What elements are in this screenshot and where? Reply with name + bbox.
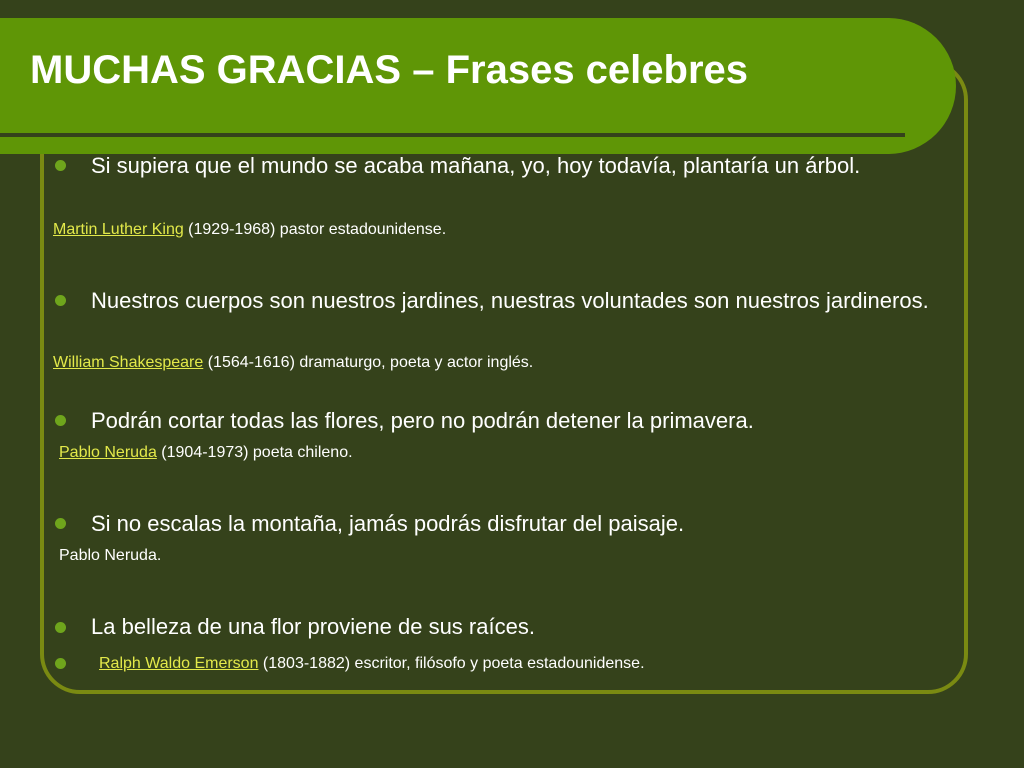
quote-attribution <box>59 443 353 463</box>
author-detail: (1564-1616) dramaturgo, poeta y actor inglés. <box>203 354 534 371</box>
author-link[interactable]: Pablo Neruda <box>59 444 157 461</box>
bullet-icon <box>55 415 66 426</box>
author-link[interactable]: Martin Luther King <box>53 221 184 238</box>
bullet-icon <box>55 622 66 633</box>
author-link[interactable]: Ralph Waldo Emerson <box>99 655 259 672</box>
author-detail: (1929-1968) pastor estadounidense. <box>183 221 447 238</box>
bullet-icon <box>55 518 66 529</box>
bullet-icon <box>55 295 66 306</box>
quote-text: Podrán cortar todas las flores, pero no podrán detener la primavera. <box>91 408 754 433</box>
quote-text: Si no escalas la montaña, jamás podrás disfrutar del paisaje. <box>91 511 685 536</box>
bullet-icon <box>55 160 66 171</box>
quote-attribution <box>99 654 645 674</box>
bullet-icon <box>55 658 66 669</box>
title-divider <box>0 133 905 137</box>
slide-title: MUCHAS GRACIAS – Frases celebres <box>30 48 749 92</box>
author-detail: (1904-1973) poeta chileno. <box>156 444 353 461</box>
author-detail: (1803-1882) escritor, filósofo y poeta estadounidense. <box>258 655 645 672</box>
quote-text: Nuestros cuerpos son nuestros jardines, nuestras voluntades son nuestros jardineros. <box>91 288 929 313</box>
author-link[interactable]: William Shakespeare <box>53 354 204 371</box>
quote-attribution <box>53 220 446 240</box>
quote-text: Si supiera que el mundo se acaba mañana, yo, hoy todavía, plantaría un árbol. <box>91 153 861 178</box>
quote-attribution <box>53 353 533 373</box>
quote-attribution: Pablo Neruda. <box>59 547 162 564</box>
quote-text: La belleza de una flor proviene de sus raíces. <box>91 614 535 639</box>
